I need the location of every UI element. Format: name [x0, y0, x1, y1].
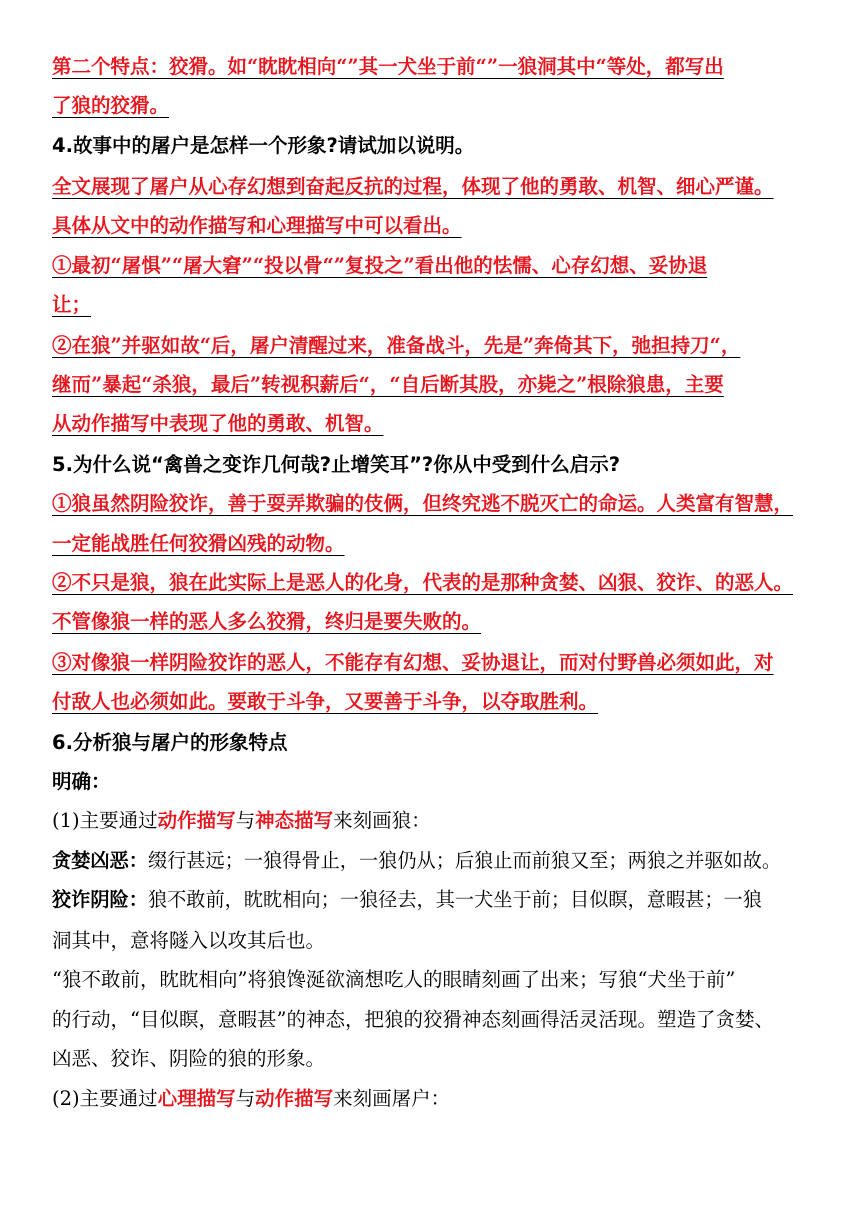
answer-line: 一定能战胜任何狡猾凶残的动物。: [52, 532, 345, 555]
text-span: 来刻画屠户：: [333, 1087, 451, 1110]
answer-line: 让；: [52, 293, 92, 316]
answer-line: 全文展现了屠户从心存幻想到奋起反抗的过程，体现了他的勇敢、机智、细心严谨。: [52, 175, 774, 198]
trait-text: 缀行甚远；一狼得骨止，一狼仍从；后狼止而前狼又至；两狼之并驱如故。: [147, 849, 782, 872]
paragraph-cunning: [52, 887, 762, 913]
answer-line: 从动作描写中表现了他的勇敢、机智。: [52, 412, 384, 435]
analysis-line: “狼不敢前，眈眈相向”将狼馋涎欲滴想吃人的眼睛刻画了出来；写狼“犬坐于前”: [52, 968, 736, 991]
highlight-term: 动作描写: [157, 809, 236, 832]
question-4: 4.故事中的屠户是怎样一个形象?请试加以说明。: [52, 134, 475, 157]
paragraph-cunning-cont: 洞其中，意将隧入以攻其后也。: [52, 929, 326, 952]
answer-line: 付敌人也必须如此。要敢于斗争，又要善于斗争，以夺取胜利。: [52, 690, 599, 713]
trait-label: 贪婪凶恶：: [52, 849, 148, 872]
analysis-line: 的行动，“目似瞑，意暇甚”的神态，把狼的狡猾神态刻画得活灵活现。塑造了贪婪、: [52, 1008, 774, 1031]
highlight-term: 神态描写: [255, 809, 334, 832]
answer-line: 继而”暴起“杀狼，最后”转视积薪后“，“自后断其股，亦毙之”根除狼患，主要: [52, 373, 724, 396]
analysis-line: 凶恶、狡诈、阴险的狼的形象。: [52, 1047, 326, 1070]
paragraph-greedy: [52, 848, 781, 874]
highlight-term: 动作描写: [255, 1087, 334, 1110]
answer-label: 明确：: [52, 770, 111, 793]
question-6: 6.分析狼与屠户的形象特点: [52, 731, 288, 754]
answer-line: 了狼的狡猾。: [52, 94, 170, 117]
answer-line: 第二个特点：狡猾。如“眈眈相向“”其一犬坐于前“”一狼洞其中“等处，都写出: [52, 55, 724, 78]
text-span: (1)主要通过: [52, 809, 158, 832]
trait-label: 狡诈阴险：: [52, 888, 148, 911]
highlight-term: 心理描写: [157, 1087, 236, 1110]
answer-line: ①最初“屠惧”“屠大窘”“投以骨“”复投之”看出他的怯懦、心存幻想、妥协退: [52, 254, 708, 277]
text-span: 与: [235, 809, 256, 832]
question-5: 5.为什么说“禽兽之变诈几何哉?止增笑耳”?你从中受到什么启示?: [52, 453, 621, 476]
text-span: 与: [235, 1087, 256, 1110]
answer-line: ②在狼”并驱如故“后，屠户清醒过来，准备战斗，先是”奔倚其下，弛担持刀“，: [52, 334, 741, 357]
paragraph-wolf-method: [52, 808, 431, 834]
answer-line: ①狼虽然阴险狡诈，善于耍弄欺骗的伎俩，但终究逃不脱灭亡的命运。人类富有智慧，: [52, 492, 794, 515]
answer-line: 具体从文中的动作描写和心理描写中可以看出。: [52, 214, 462, 237]
trait-text: 狼不敢前，眈眈相向；一狼径去，其一犬坐于前；目似瞑，意暇甚；一狼: [147, 888, 762, 911]
answer-line: 不管像狼一样的恶人多么狡猾，终归是要失败的。: [52, 610, 482, 633]
answer-line: ③对像狼一样阴险狡诈的恶人，不能存有幻想、妥协退让，而对付野兽必须如此，对: [52, 651, 774, 674]
text-span: (2)主要通过: [52, 1087, 158, 1110]
paragraph-butcher-method: [52, 1086, 450, 1112]
answer-line: ②不只是狼，狼在此实际上是恶人的化身，代表的是那种贪婪、凶狠、狡诈、的恶人。: [52, 571, 794, 594]
text-span: 来刻画狼：: [333, 809, 431, 832]
